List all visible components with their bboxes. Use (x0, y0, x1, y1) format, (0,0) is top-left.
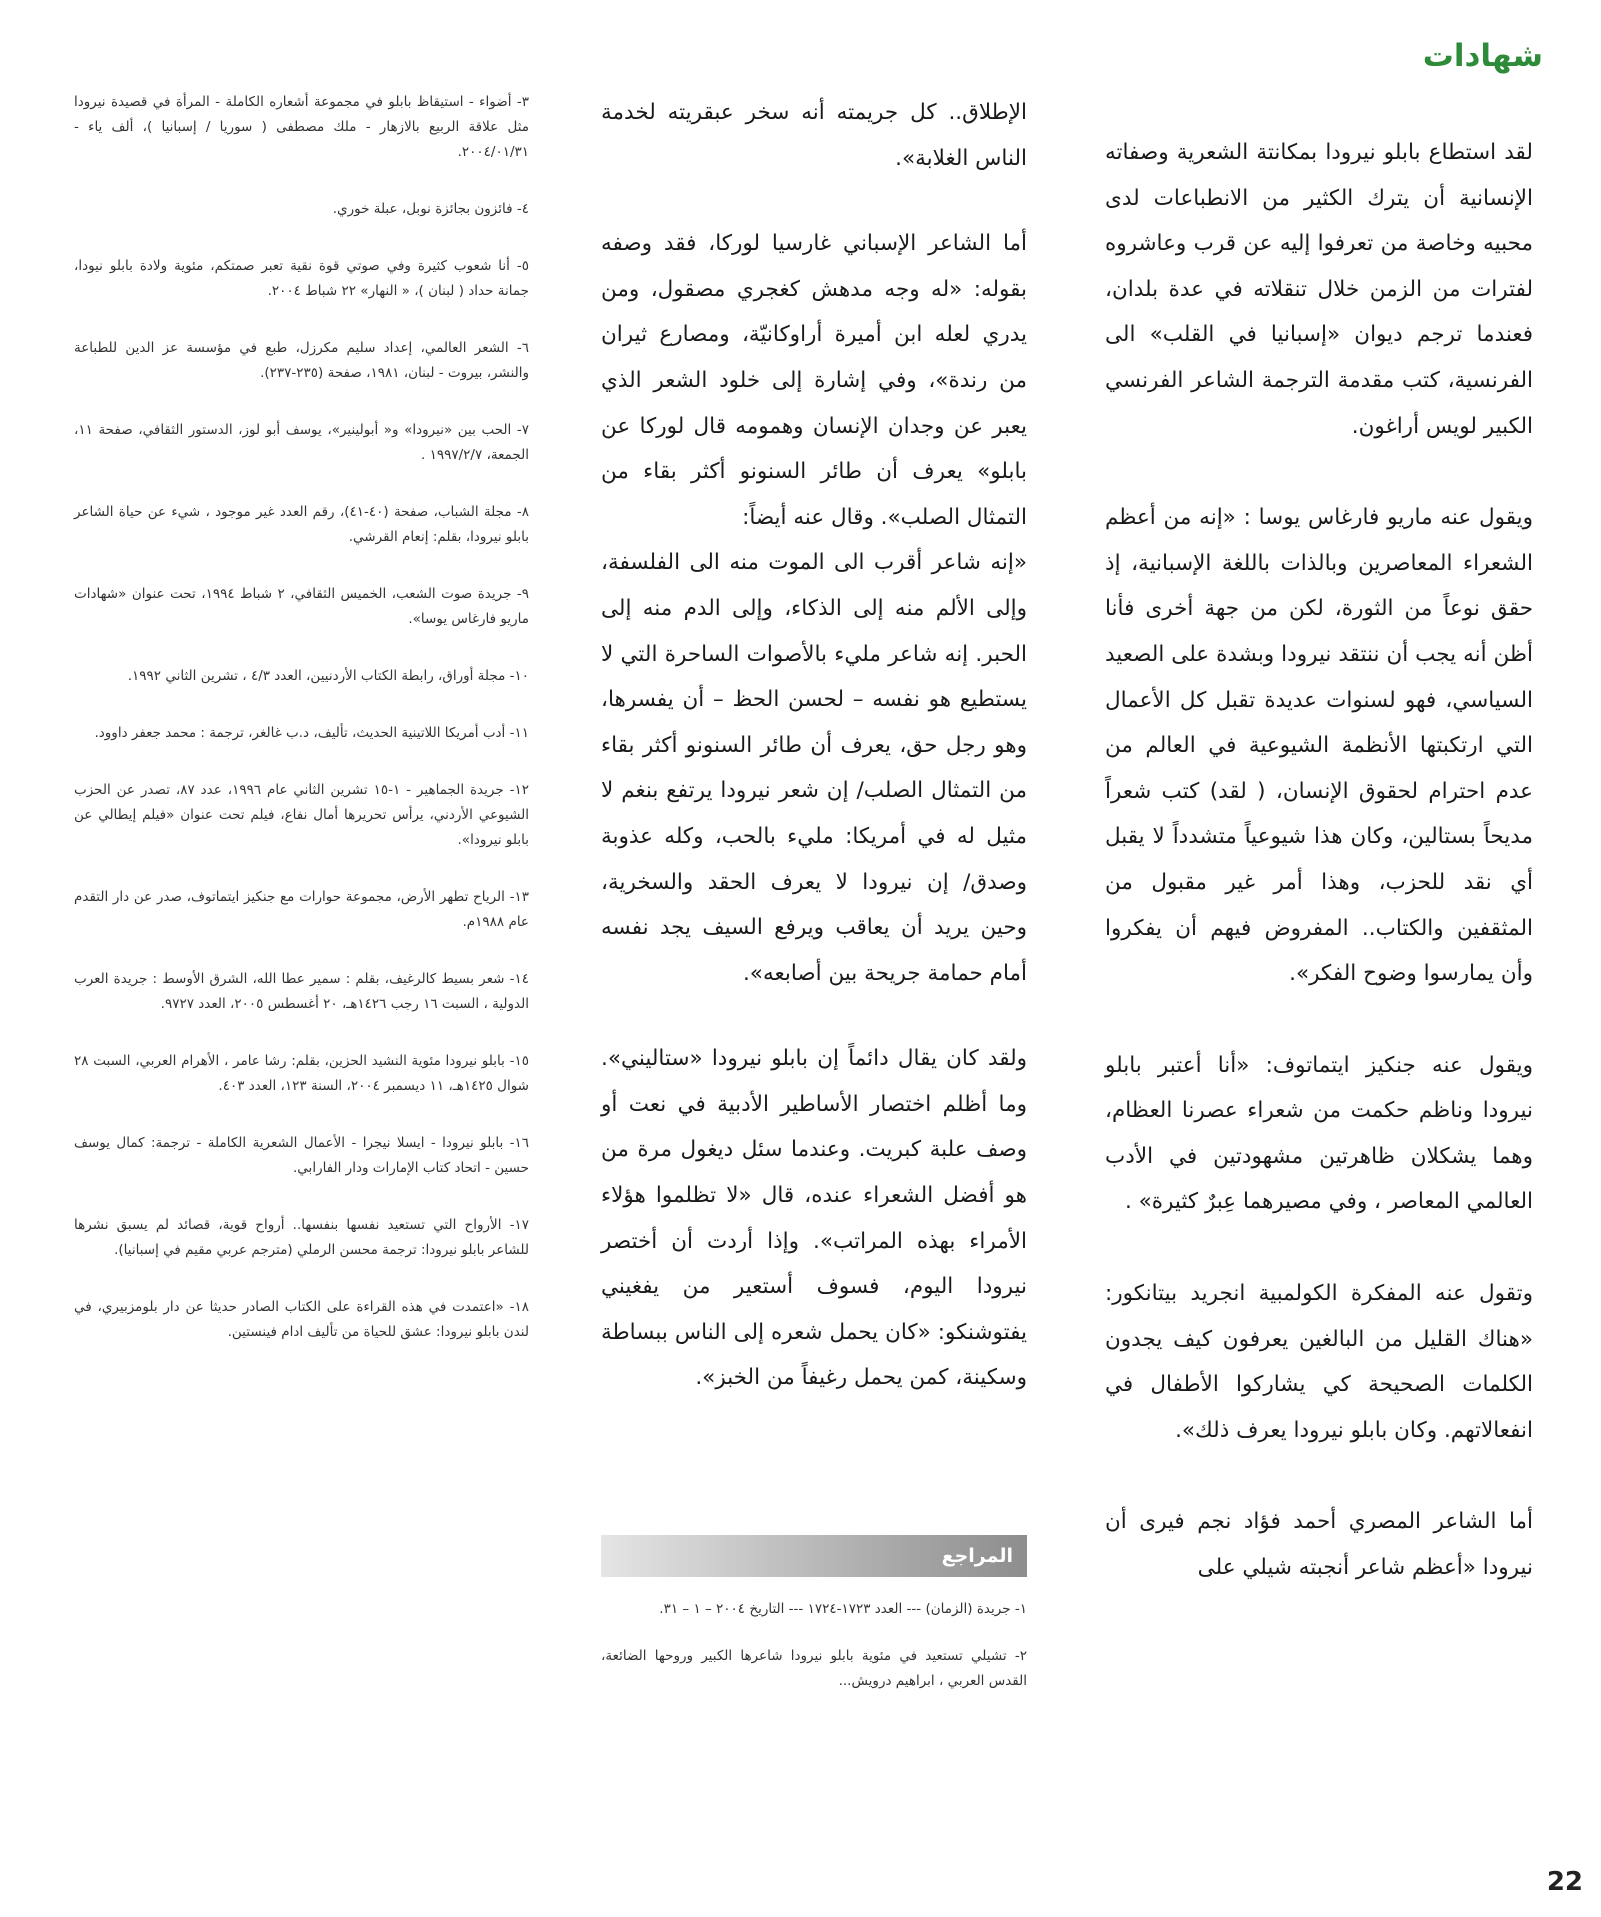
reference-item: ١٢- جريدة الجماهير - ١-١٥ تشرين الثاني عام ١٩٩٦، عدد ٨٧، تصدر عن الحزب الشيوعي الأردني، يرأس تحريرها أمال نفاع، فيلم تحت عنوان «فيلم إيطالي عن بابلو نيرودا». (74, 782, 529, 848)
section-title: شهادات (1422, 38, 1543, 74)
paragraph: «إنه شاعر أقرب الى الموت منه الى الفلسفة، وإلى الألم منه إلى الذكاء، وإلى الدم منه إلى الحبر. إنه شاعر مليء بالأصوات الساحرة التي لا يستطيع هو نفسه – لحسن الحظ – أن يفسرها، وهو رجل حق، يعرف أن طائر السنونو أكثر بقاء من التمثال الصلب/ إن شعر نيرودا يرتفع بنغم لا مثيل له في أمريكا: مليء بالحب، وكله عذوبة وصدق/ إن نيرودا لا يعرف الحقد والسخرية، وحين يريد أن يعاقب ويرفع السيف يجد نفسه أمام حمامة جريحة بين أصابعه». (601, 550, 1027, 986)
reference-item: ٢- تشيلي تستعيد في مئوية بابلو نيرودا شاعرها الكبير وروحها الضائعة، القدس العربي ، ابراهيم درويش... (601, 1648, 1027, 1689)
reference-item: ١٠- مجلة أوراق، رابطة الكتاب الأردنيين، العدد ٤/٣ ، تشرين الثاني ١٩٩٢. (127, 668, 529, 684)
reference-item: ١٥- بابلو نيرودا مئوية النشيد الحزين، بقلم: رشا عامر ، الأهرام العربي، السبت ٢٨ شوال ١٤٢٥هـ، ١١ ديسمبر ٢٠٠٤، السنة ١٢٣، العدد ٤٠٣. (74, 1053, 529, 1094)
references-list-middle (601, 1597, 1027, 1694)
reference-item: ١- جريدة (الزمان) --- العدد ١٧٢٣-١٧٢٤ --- التاريخ ٢٠٠٤ – ١ – ٣١. (659, 1601, 1027, 1617)
reference-item: ٥- أنا شعوب كثيرة وفي صوتي قوة نقية تعبر صمتكم، مئوية ولادة بابلو نيودا، جمانة حداد ( لبنان )، « النهار» ٢٢ شباط ٢٠٠٤. (74, 258, 529, 299)
reference-item: ١٦- بابلو نيرودا - ايسلا نيجرا - الأعمال الشعرية الكاملة - ترجمة: كمال يوسف حسين - اتحاد كتاب الإمارات ودار الفارابي. (74, 1135, 529, 1176)
references-list-left (74, 90, 529, 1345)
paragraph: ولقد كان يقال دائماً إن بابلو نيرودا «ستاليني». وما أظلم اختصار الأساطير الأدبية في نعت أو وصف علبة كبريت. وعندما سئل ديغول مرة من هو أفضل الشعراء عنده، قال «لا تظلموا هؤلاء الأمراء بهذه المراتب». وإذا أردت أن أختصر نيرودا اليوم، فسوف أستعير من يفغيني يفتوشنكو: «كان يحمل شعره إلى الناس ببساطة وسكينة، كمن يحمل رغيفاً من الخبز». (601, 1046, 1027, 1391)
paragraph: وتقول عنه المفكرة الكولمبية انجريد بيتانكور: «هناك القليل من البالغين يعرفون كيف يجدون الكلمات الصحيحة كي يشاركوا الأطفال في انفعالاتهم. وكان بابلو نيرودا يعرف ذلك». (1105, 1281, 1533, 1443)
reference-item: ١٣- الرياح تطهر الأرض، مجموعة حوارات مع جنكيز ايتماتوف، صدر عن دار التقدم عام ١٩٨٨م. (74, 889, 529, 930)
reference-item: ٧- الحب بين «نيرودا» و« أبولينير»، يوسف أبو لوز، الدستور الثقافي، صفحة ١١، الجمعة، ١٩٩٧/٢/٧ . (74, 422, 529, 463)
reference-item: ١٧- الأرواح التي تستعيد نفسها بنفسها.. أرواح قوية، قصائد لم يسبق نشرها للشاعر بابلو نيرودا: ترجمة محسن الرملي (مترجم عربي مقيم في إسبانيا). (74, 1217, 529, 1258)
reference-item: ١١- أدب أمريكا اللاتينية الحديث، تأليف، د.ب غالغر، ترجمة : محمد جعفر داوود. (94, 725, 529, 741)
reference-item: ٨- مجلة الشباب، صفحة (٤٠-٤١)، رقم العدد غير موجود ، شيء عن حياة الشاعر بابلو نيرودا، بقلم: إنعام القرشي. (74, 504, 529, 545)
reference-item: ٦- الشعر العالمي، إعداد سليم مكرزل، طبع في مؤسسة عز الدين للطباعة والنشر، بيروت - لبنان، ١٩٨١، صفحة (٢٣٥-٢٣٧). (74, 340, 529, 381)
article-column-right (1105, 130, 1533, 1591)
page-number: 22 (1546, 1867, 1583, 1897)
paragraph: الإطلاق.. كل جريمته أنه سخر عبقريته لخدمة الناس الغلابة». (601, 100, 1027, 171)
paragraph: أما الشاعر الإسباني غارسيا لوركا، فقد وصفه بقوله: «له وجه مدهش كغجري مصقول، ومن يدري لعله ابن أميرة أراوكانيّة، ومصارع ثيران من رندة»، وفي إشارة إلى خلود الشعر الذي يعبر عن وجدان الإنسان وهمومه قال لوركا عن بابلو» يعرف أن طائر السنونو أكثر بقاء من التمثال الصلب». وقال عنه أيضاً: (601, 231, 1027, 530)
references-header: المراجع (601, 1535, 1027, 1577)
reference-item: ٤- فائزون بجائزة نوبل، عبلة خوري. (332, 201, 529, 217)
reference-item: ٩- جريدة صوت الشعب، الخميس الثقافي، ٢ شباط ١٩٩٤، تحت عنوان «شهادات ماريو فارغاس يوسا». (74, 586, 529, 627)
reference-item: ١٨- «اعتمدت في هذه القراءة على الكتاب الصادر حديثا عن دار بلومزبيري، في لندن بابلو نيرودا: عشق للحياة من تأليف ادام فينستين. (74, 1299, 529, 1340)
paragraph: ويقول عنه ماريو فارغاس يوسا : «إنه من أعظم الشعراء المعاصرين وبالذات باللغة الإسبانية، إذ حقق نوعاً من الثورة، لكن من جهة أخرى فأنا أظن أنه يجب أن ننتقد نيرودا وبشدة على الصعيد السياسي، فهو لسنوات عديدة تقبل كل الأعمال التي ارتكبتها الأنظمة الشيوعية في العالم من عدم احترام لحقوق الإنسان، ( لقد) كتب شعراً مديحاً بستالين، وكان هذا شيوعياً متشدداً لا يقبل أي نقد للحزب، وهذا أمر غير مقبول من المثقفين والكتاب.. المفروض فيهم أن يفكروا وأن يمارسوا وضوح الفكر». (1105, 505, 1533, 987)
reference-item: ٣- أضواء - استيقاظ بابلو في مجموعة أشعاره الكاملة - المرأة في قصيدة نيرودا مثل علاقة الربيع بالازهار - ملك مصطفى ( سوريا / إسبانيا )، ألف ياء - ٢٠٠٤/٠١/٣١. (74, 94, 529, 160)
paragraph: لقد استطاع بابلو نيرودا بمكانتة الشعرية وصفاته الإنسانية أن يترك الكثير من الانطباعات لدى محبيه وخاصة من تعرفوا إليه عن قرب وعاشروه لفترات من الزمن خلال تنقلاته في عدة بلدان، فعندما ترجم ديوان «إسبانيا في القلب» الى الفرنسية، كتب مقدمة الترجمة الشاعر الفرنسي الكبير لويس أراغون. (1105, 140, 1533, 439)
paragraph: أما الشاعر المصري أحمد فؤاد نجم فيرى أن نيرودا «أعظم شاعر أنجبته شيلي على (1105, 1509, 1533, 1581)
paragraph: ويقول عنه جنكيز ايتماتوف: «أنا أعتبر بابلو نيرودا وناظم حكمت من شعراء عصرنا العظام، وهما يشكلان ظاهرتين مشهودتين في الأدب العالمي المعاصر ، وفي مصيرهما عِبرٌ كثيرة» . (1105, 1052, 1533, 1215)
article-column-middle (601, 90, 1027, 1401)
reference-item: ١٤- شعر بسيط كالرغيف، بقلم : سمير عطا الله، الشرق الأوسط : جريدة العرب الدولية ، السبت ١٦ رجب ١٤٢٦هـ، ٢٠ أغسطس ٢٠٠٥، العدد ٩٧٢٧. (74, 971, 529, 1012)
